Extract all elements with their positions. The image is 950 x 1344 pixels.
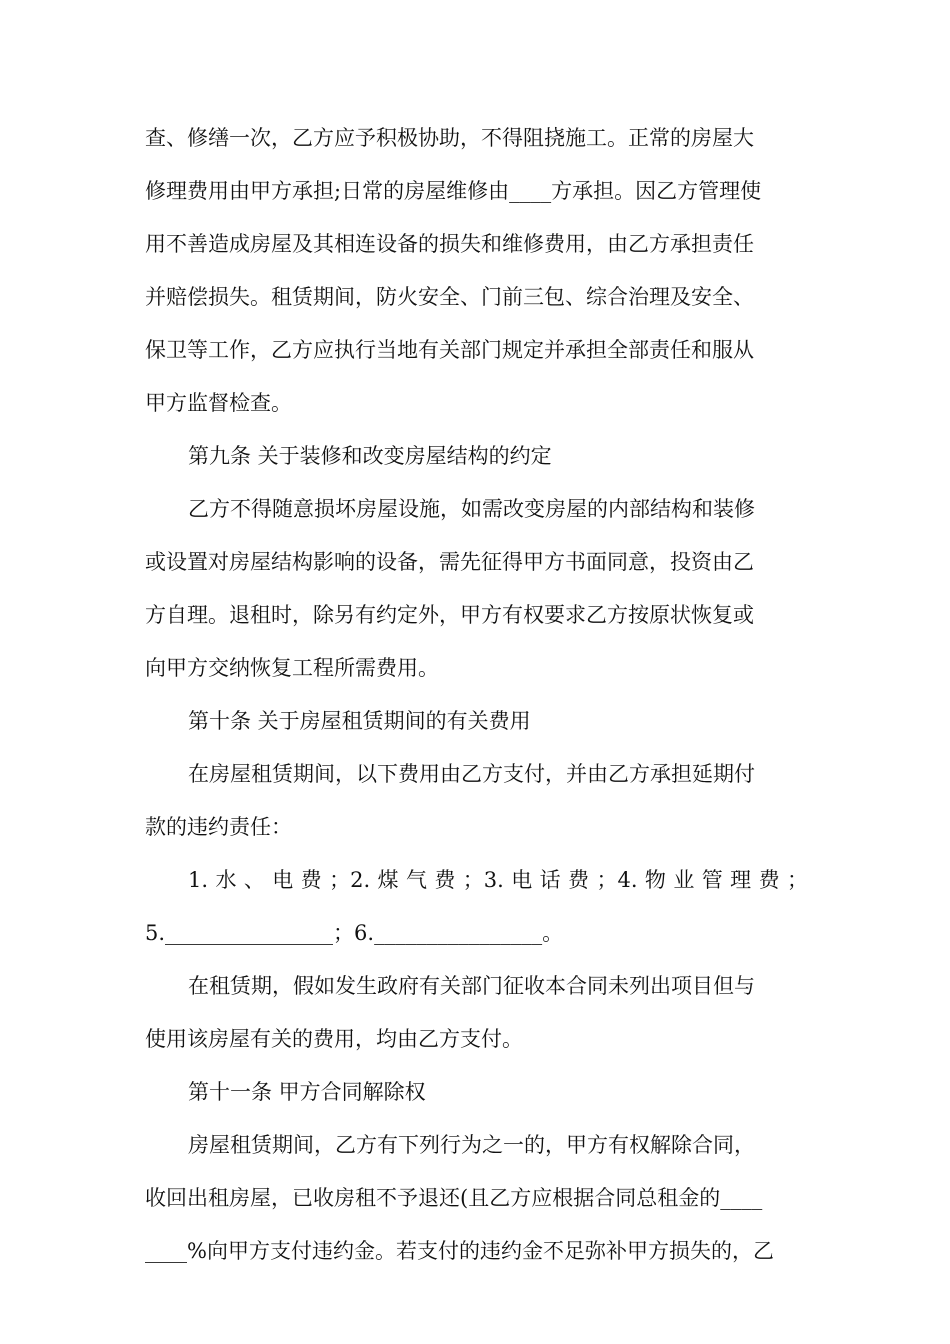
text-line: 在房屋租赁期间，以下费用由乙方支付，并由乙方承担延期付 [188,762,755,786]
section-heading-article-11: 第十一条 甲方合同解除权 [188,1080,426,1104]
document-body [145,112,808,1278]
text-line: ____%向甲方支付违约金。若支付的违约金不足弥补甲方损失的，乙 [145,1239,774,1263]
text-line: 查、修缮一次，乙方应予积极协助，不得阻挠施工。正常的房屋大 [145,126,754,150]
text-line: 使用该房屋有关的费用，均由乙方支付。 [145,1027,523,1051]
text-line: 并赔偿损失。租赁期间，防火安全、门前三包、综合治理及安全、 [145,285,754,309]
text-line: 甲方监督检查。 [145,391,292,415]
fee-list-line: 1.水、电费；2.煤气费；3.电话费；4.物业管理费； [188,868,808,892]
text-line: 修理费用由甲方承担;日常的房屋维修由____方承担。因乙方管理使 [145,179,762,203]
text-line: 保卫等工作，乙方应执行当地有关部门规定并承担全部责任和服从 [145,338,754,362]
fee-list-blanks: 5.________________；6.________________。 [145,921,564,945]
text-line: 款的违约责任： [145,815,292,839]
section-heading-article-9: 第九条 关于装修和改变房屋结构的约定 [188,444,552,468]
text-line: 房屋租赁期间，乙方有下列行为之一的，甲方有权解除合同， [188,1133,755,1157]
text-line: 方自理。退租时，除另有约定外，甲方有权要求乙方按原状恢复或 [145,603,754,627]
text-line: 在租赁期，假如发生政府有关部门征收本合同未列出项目但与 [188,974,755,998]
section-heading-article-10: 第十条 关于房屋租赁期间的有关费用 [188,709,531,733]
text-line: 或设置对房屋结构影响的设备，需先征得甲方书面同意，投资由乙 [145,550,754,574]
text-line: 向甲方交纳恢复工程所需费用。 [145,656,439,680]
text-line: 乙方不得随意损坏房屋设施，如需改变房屋的内部结构和装修 [188,497,755,521]
text-line: 收回出租房屋，已收房租不予退还(且乙方应根据合同总租金的____ [145,1186,763,1210]
text-line: 用不善造成房屋及其相连设备的损失和维修费用，由乙方承担责任 [145,232,754,256]
